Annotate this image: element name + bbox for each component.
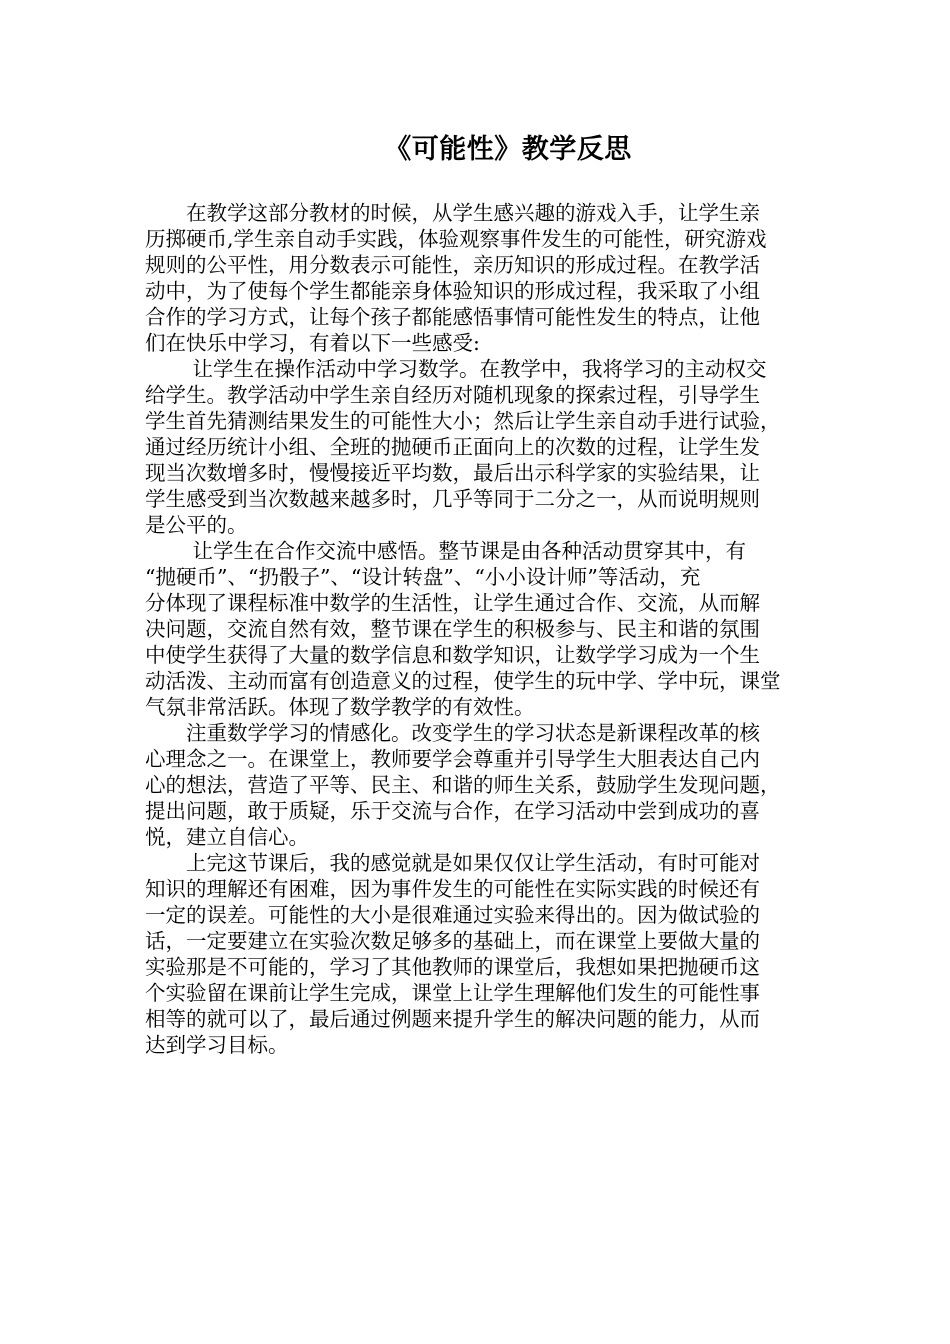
body-text-line: 话，一定要建立在实验次数足够多的基础上，而在课堂上要做大量的 <box>145 929 760 953</box>
body-text-line: 中使学生获得了大量的数学信息和数学知识，让数学学习成为一个生 <box>145 643 760 667</box>
document-title: 《可能性》教学反思 <box>384 134 632 165</box>
body-text-line: 决问题，交流自然有效，整节课在学生的积极参与、民主和谐的氛围 <box>145 617 760 641</box>
body-text-line: 在教学这部分教材的时候，从学生感兴趣的游戏入手，让学生亲 <box>145 201 760 225</box>
body-text-line: 分体现了课程标准中数学的生活性，让学生通过合作、交流，从而解 <box>145 591 760 615</box>
body-text-line: 个实验留在课前让学生完成，课堂上让学生理解他们发生的可能性事 <box>145 981 760 1005</box>
body-text-line: 合作的学习方式，让每个孩子都能感悟事情可能性发生的特点，让他 <box>145 305 760 329</box>
body-text-line: 悦，建立自信心。 <box>145 825 309 849</box>
body-text-line: 注重数学学习的情感化。改变学生的学习状态是新课程改革的核 <box>145 721 760 745</box>
body-text-line: 们在快乐中学习，有着以下一些感受: <box>145 331 480 355</box>
body-text-line: 动活泼、主动而富有创造意义的过程，使学生的玩中学、学中玩，课堂 <box>145 669 781 693</box>
body-text-line: 动中，为了使每个学生都能亲身体验知识的形成过程，我采取了小组 <box>145 279 760 303</box>
body-text-line: 达到学习目标。 <box>145 1033 289 1057</box>
body-text-line: 学生首先猜测结果发生的可能性大小；然后让学生亲自动手进行试验， <box>145 409 781 433</box>
body-text-line: 实验那是不可能的，学习了其他教师的课堂后，我想如果把抛硬币这 <box>145 955 760 979</box>
body-text-line: 气氛非常活跃。体现了数学教学的有效性。 <box>145 695 535 719</box>
body-text-line: 历掷硬币,学生亲自动手实践，体验观察事件发生的可能性，研究游戏 <box>145 227 767 251</box>
body-text-line: 让学生在操作活动中学习数学。在教学中，我将学习的主动权交 <box>145 357 767 381</box>
body-text-line: 现当次数增多时，慢慢接近平均数，最后出示科学家的实验结果，让 <box>145 461 760 485</box>
body-text-line: “抛硬币”、“扔骰子”、“设计转盘”、“小小设计师”等活动，充 <box>145 565 701 589</box>
body-text-line: 上完这节课后，我的感觉就是如果仅仅让学生活动，有时可能对 <box>145 851 760 875</box>
body-text-line: 让学生在合作交流中感悟。整节课是由各种活动贯穿其中，有 <box>145 539 747 563</box>
body-text-line: 给学生。教学活动中学生亲自经历对随机现象的探索过程，引导学生 <box>145 383 760 407</box>
body-text-line: 心理念之一。在课堂上，教师要学会尊重并引导学生大胆表达自己内 <box>145 747 760 771</box>
body-text-line: 是公平的。 <box>145 513 248 537</box>
body-text-line: 知识的理解还有困难，因为事件发生的可能性在实际实践的时候还有 <box>145 877 760 901</box>
body-text-line: 相等的就可以了，最后通过例题来提升学生的解决问题的能力，从而 <box>145 1007 760 1031</box>
body-text-line: 心的想法，营造了平等、民主、和谐的师生关系，鼓励学生发现问题， <box>145 773 781 797</box>
body-text-line: 提出问题，敢于质疑，乐于交流与合作，在学习活动中尝到成功的喜 <box>145 799 760 823</box>
body-text-line: 规则的公平性，用分数表示可能性，亲历知识的形成过程。在教学活 <box>145 253 760 277</box>
body-text-line: 一定的误差。可能性的大小是很难通过实验来得出的。因为做试验的 <box>145 903 760 927</box>
document-body <box>145 200 815 1058</box>
body-text-line: 通过经历统计小组、全班的抛硬币正面向上的次数的过程，让学生发 <box>145 435 760 459</box>
body-text-line: 学生感受到当次数越来越多时，几乎等同于二分之一，从而说明规则 <box>145 487 760 511</box>
